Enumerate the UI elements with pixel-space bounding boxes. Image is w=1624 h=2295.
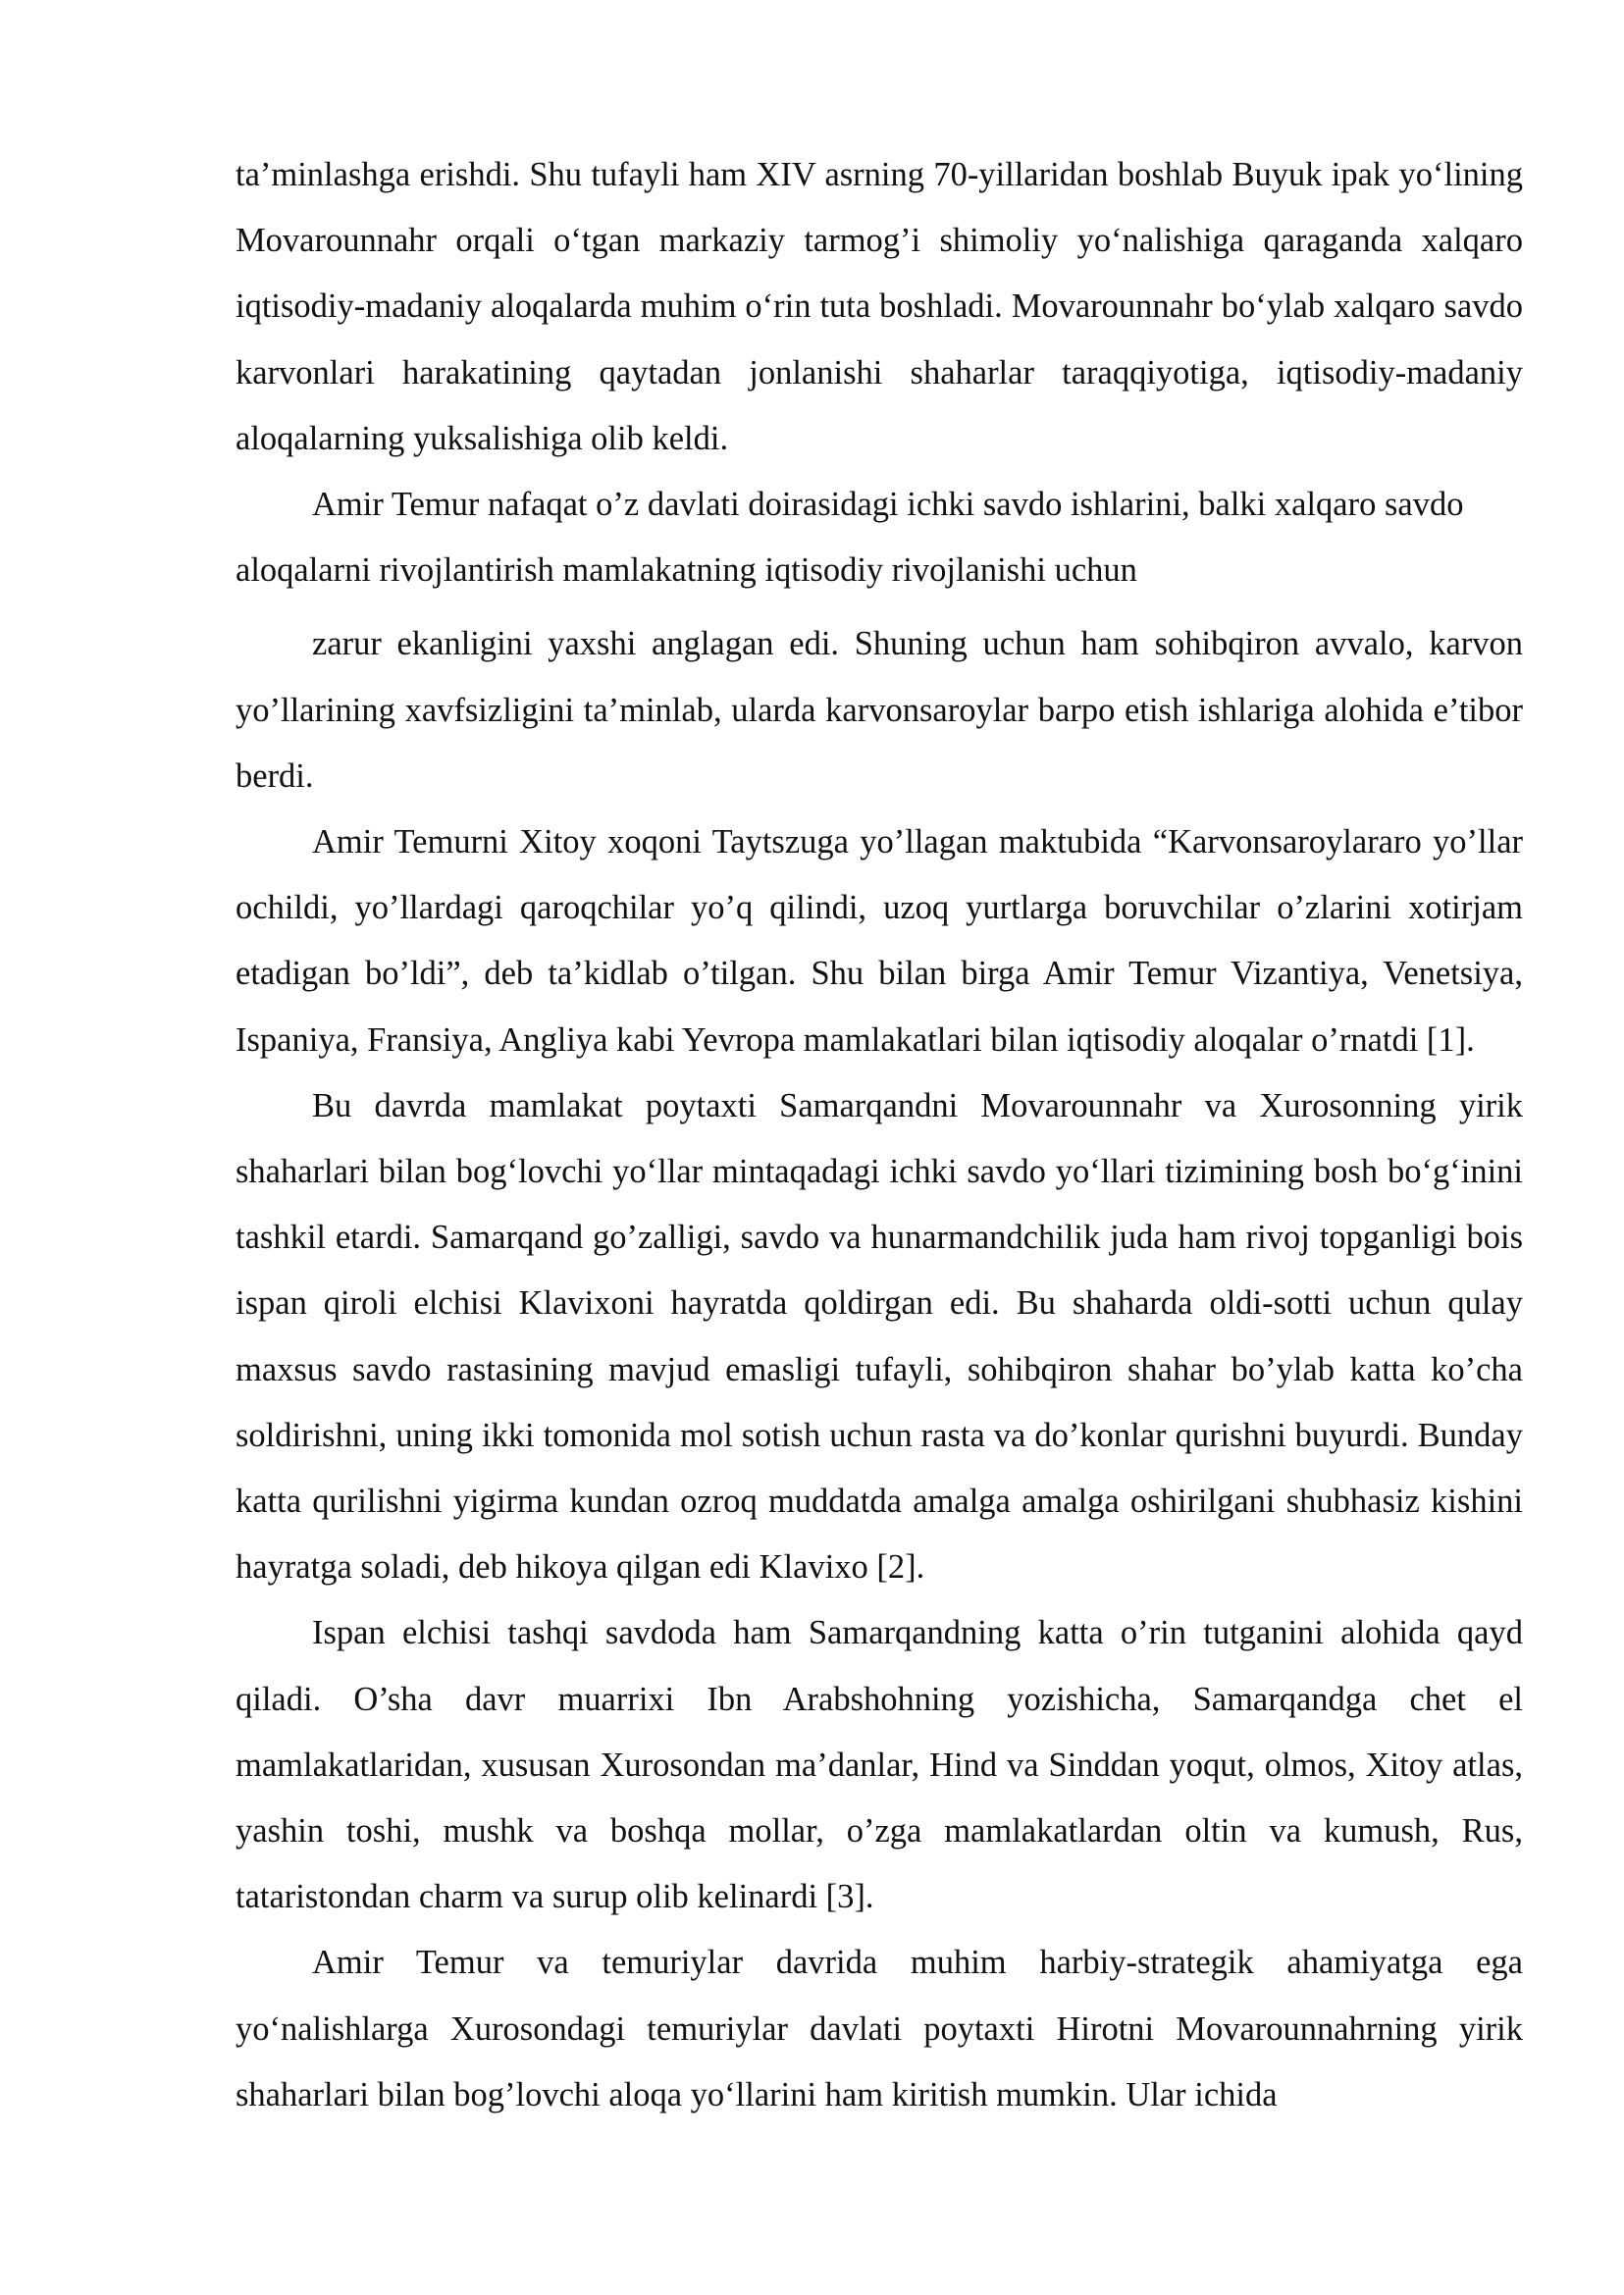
paragraph-5: Bu davrda mamlakat poytaxti Samarqandni Movarounnahr va Xurosonning yirik shaharlari bilan bog‘lovchi yo‘llar mintaqadagi ichki savdo yo‘llari tizimining bosh bo‘g‘inini tashkil etardi. Samarqand go’zalligi, savdo va hunarmandchilik juda ham rivoj topganligi bois ispan qiroli elchisi Klavixoni hayratda qoldirgan edi. Bu shaharda oldi-sotti uchun qulay maxsus savdo rastasining mavjud emasligi tufayli, sohibqiron shahar bo’ylab katta ko’cha soldirishni, uning ikki tomonida mol sotish uchun rasta va do’konlar qurishni buyurdi. Bunday katta qurilishni yigirma kundan ozroq muddatda amalga amalga oshirilgani shubhasiz kishini hayratga soladi, deb hikoya qilgan edi Klavixo [2]. — [236, 1086, 1523, 1587]
document-page — [236, 142, 1523, 2128]
paragraph-4: Amir Temurni Xitoy xoqoni Taytszuga yo’llagan maktubida “Karvonsaroylararo yo’llar ochildi, yo’llardagi qaroqchilar yo’q qilindi, uzoq yurtlarga boruvchilar o’zlarini xotirjam etadigan bo’ldi”, deb ta’kidlab o’tilgan. Shu bilan birga Amir Temur Vizantiya, Venetsiya, Ispaniya, Fransiya, Angliya kabi Yevropa mamlakatlari bilan iqtisodiy aloqalar o’rnatdi [1]. — [236, 823, 1523, 1059]
paragraph-7: Amir Temur va temuriylar davrida muhim harbiy-strategik ahamiyatga ega yo‘nalishlarga Xurosondagi temuriylar davlati poytaxti Hirotni Movarounnahrning yirik shaharlari bilan bog’lovchi aloqa yo‘llarini ham kiritish mumkin. Ular ichida — [236, 1944, 1523, 2113]
paragraph-6: Ispan elchisi tashqi savdoda ham Samarqandning katta o’rin tutganini alohida qayd qiladi. O’sha davr muarrixi Ibn Arabshohning yozishicha, Samarqandga chet el mamlakatlaridan, xususan Xurosondan ma’danlar, Hind va Sinddan yoqut, olmos, Xitoy atlas, yashin toshi, mushk va boshqa mollar, o’zga mamlakatlardan oltin va kumush, Rus, tataristondan charm va surup olib kelinardi [3]. — [236, 1614, 1523, 1916]
paragraph-2: Amir Temur nafaqat o’z davlati doirasidagi ichki savdo ishlarini, balki xalqaro savdo aloqalarni rivojlantirish mamlakatning iqtisodiy rivojlanishi uchun — [236, 486, 1464, 590]
paragraph-3: zarur ekanligini yaxshi anglagan edi. Shuning uchun ham sohibqiron avvalo, karvon yo’llarining xavfsizligini ta’minlab, ularda karvonsaroylar barpo etish ishlariga alohida e’tibor berdi. — [236, 625, 1523, 795]
paragraph-1: ta’minlashga erishdi. Shu tufayli ham XIV asrning 70-yillaridan boshlab Buyuk ipak yo‘lining Movarounnahr orqali o‘tgan markaziy tarmog’i shimoliy yo‘nalishiga qaraganda xalqaro iqtisodiy-madaniy aloqalarda muhim o‘rin tuta boshladi. Movarounnahr bo‘ylab xalqaro savdo karvonlari harakatining qaytadan jonlanishi shaharlar taraqqiyotiga, iqtisodiy-madaniy aloqalarning yuksalishiga olib keldi. — [236, 156, 1523, 457]
